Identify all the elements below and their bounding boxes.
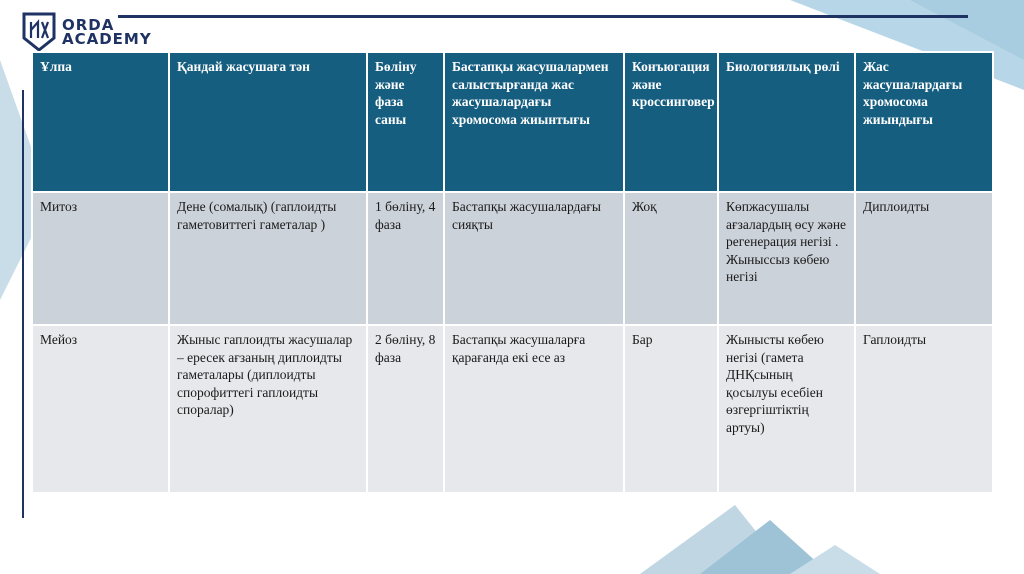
header-cell-type: Қандай жасушаға тән (169, 52, 367, 192)
table-header-row (32, 52, 993, 192)
left-accent-line (22, 90, 24, 518)
table-cell: Жоқ (624, 192, 718, 325)
header-division-phases: Бөліну және фаза саны (367, 52, 444, 192)
header-chromosome-set-comparison: Бастапқы жасушалармен салыстырғанда жас жасушалардағы хромосома жиынтығы (444, 52, 624, 192)
table-cell: Жыныс гаплоидты жасушалар – ересек ағзаның диплоидты гаметалары (диплоидты спорофиттегі гаплоидты споралар) (169, 325, 367, 493)
table-cell: Бастапқы жасушаларға қарағанда екі есе аз (444, 325, 624, 493)
table-cell: 1 бөліну, 4 фаза (367, 192, 444, 325)
table-row (32, 192, 993, 325)
header-tissue: Ұлпа (32, 52, 169, 192)
header-chromosome-set: Жас жасушалардағы хромосома жиындығы (855, 52, 993, 192)
table-cell: Гаплоидты (855, 325, 993, 493)
table-cell: Бастапқы жасушалардағы сияқты (444, 192, 624, 325)
table-cell: Жынысты көбею негізі (гамета ДНҚсының қосылуы есебіен өзгергіштіктің артуы) (718, 325, 855, 493)
logo-line-1: ORDA (62, 16, 115, 34)
table-cell: Дене (сомалық) (гаплоидты гаметовиттегі гаметалар ) (169, 192, 367, 325)
table-cell: Бар (624, 325, 718, 493)
header-conjugation-crossover: Конъюгация және кроссинговер (624, 52, 718, 192)
table-cell: 2 бөліну, 8 фаза (367, 325, 444, 493)
header-biological-role: Биологиялық рөлі (718, 52, 855, 192)
table-cell: Диплоидты (855, 192, 993, 325)
comparison-table (31, 51, 994, 494)
logo-line-2: ACADEMY (62, 30, 152, 48)
table-row (32, 325, 993, 493)
top-accent-line (118, 15, 968, 18)
table-cell: Митоз (32, 192, 169, 325)
logo (22, 12, 152, 52)
table-cell: Мейоз (32, 325, 169, 493)
orda-shield-icon (22, 12, 56, 52)
table-cell: Көпжасушалы ағзалардың өсу және регенерация негізі . Жыныссыз көбею негізі (718, 192, 855, 325)
